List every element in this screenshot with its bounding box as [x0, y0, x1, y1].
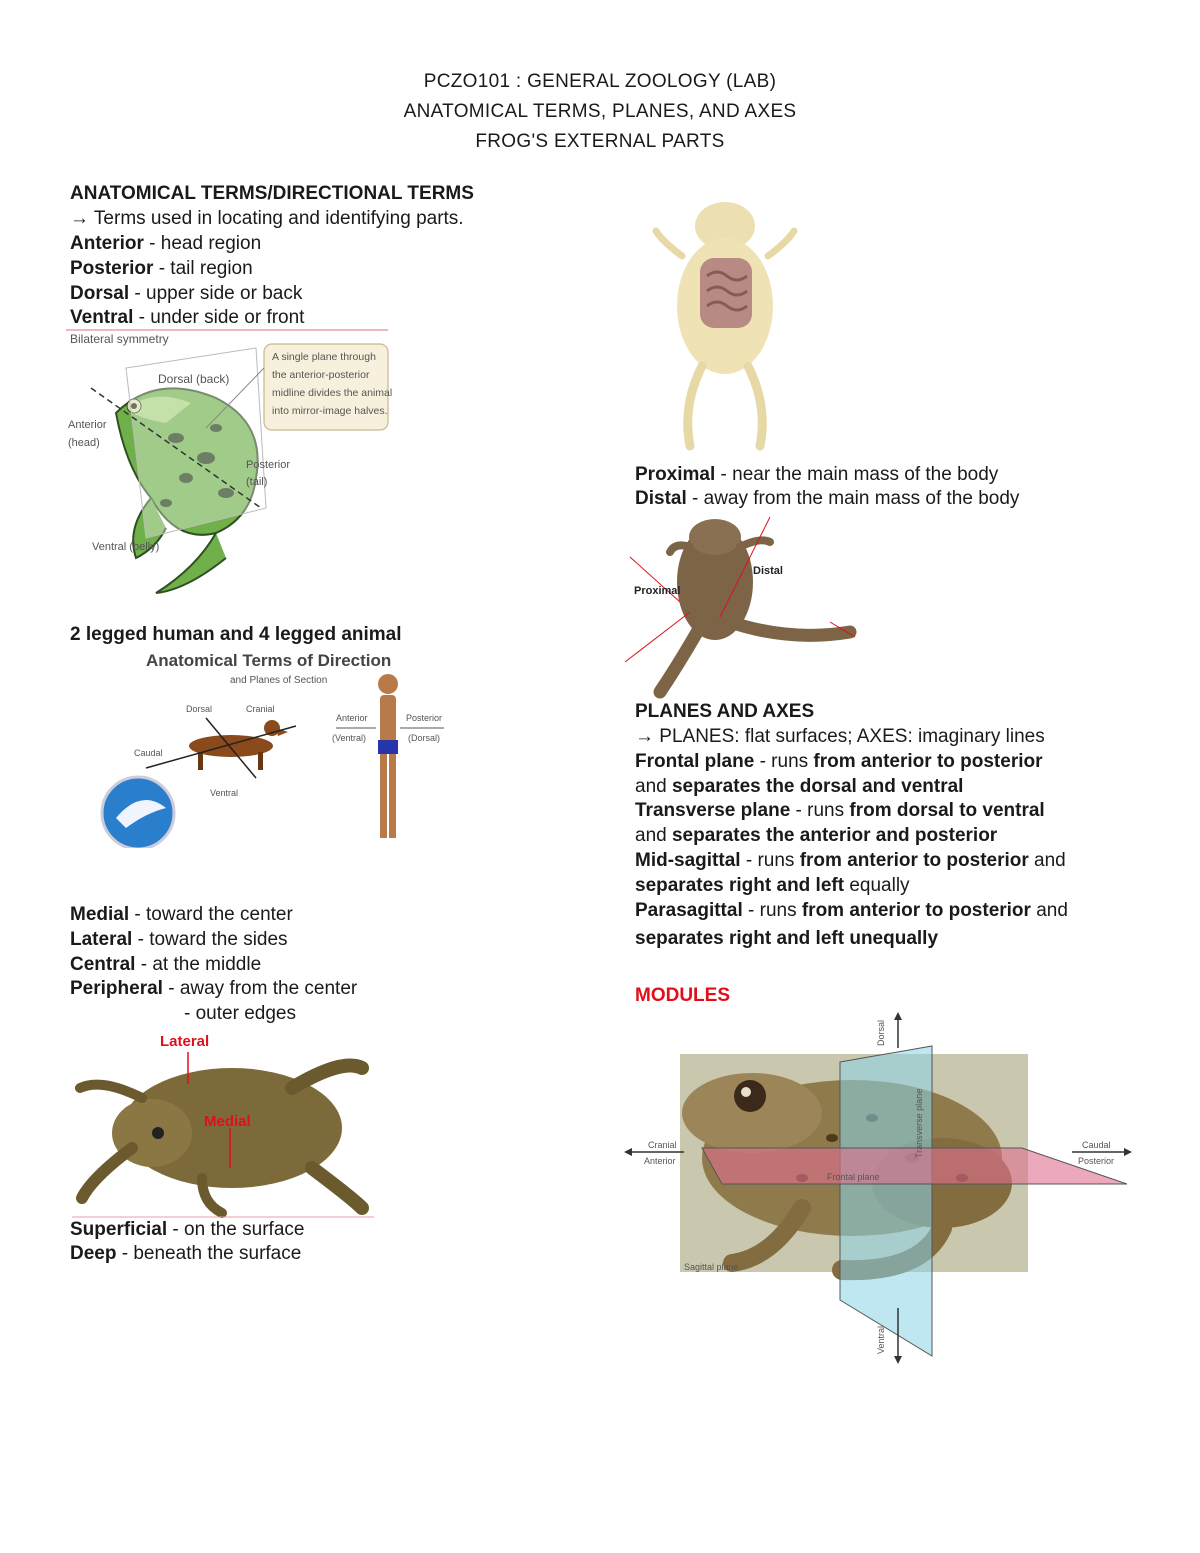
dissected-frog-figure	[652, 196, 798, 454]
label-axis-dorsal: Dorsal	[876, 1019, 886, 1046]
modules-link[interactable]: MODULES	[635, 985, 730, 1006]
term-dorsal: Dorsal - upper side or back	[70, 283, 303, 304]
label-proximal: Proximal	[634, 585, 681, 597]
note-line-1: A single plane through	[272, 351, 376, 363]
planes-of-section-figure	[622, 1008, 1132, 1368]
label-axis-cranial: Cranial	[648, 1140, 677, 1150]
label-axis-ventral: Ventral	[876, 1325, 886, 1354]
label-medial: Medial	[204, 1113, 251, 1130]
frontal-plane-line-1: Frontal plane - runs from anterior to posterior	[635, 751, 1043, 772]
term-distal: Distal - away from the main mass of the body	[635, 488, 1020, 509]
midsagittal-line-1: Mid-sagittal - runs from anterior to posterior and	[635, 850, 1066, 871]
section-title-planes-axes: PLANES AND AXES	[635, 701, 815, 722]
label-transverse-plane: Transverse plane	[914, 1088, 924, 1158]
label-posterior-tail: (tail)	[246, 476, 268, 488]
label-human-ventral: (Ventral)	[332, 733, 367, 743]
term-medial: Medial - toward the center	[70, 904, 293, 925]
label-axis-anterior: Anterior	[644, 1156, 676, 1166]
term-deep: Deep - beneath the surface	[70, 1243, 302, 1264]
term-ventral: Ventral - under side or front	[70, 307, 305, 328]
label-dorsal-back: Dorsal (back)	[158, 372, 230, 386]
section-title-anatomical-terms: ANATOMICAL TERMS/DIRECTIONAL TERMS	[70, 183, 474, 204]
label-anterior-head: (head)	[68, 437, 100, 449]
label-posterior: Posterior	[246, 459, 291, 471]
note-line-4: into mirror-image halves.	[272, 405, 388, 417]
lateral-medial-figure	[72, 1028, 377, 1220]
anatomical-terms-intro: → Terms used in locating and identifying parts.	[70, 208, 464, 229]
direction-figure-subtitle: and Planes of Section	[230, 675, 328, 686]
bilateral-symmetry-figure	[66, 328, 396, 598]
label-dog-caudal: Caudal	[134, 748, 163, 758]
midsagittal-line-2: separates right and left equally	[635, 875, 910, 896]
frontal-plane-line-2: and separates the dorsal and ventral	[635, 776, 964, 797]
label-dog-cranial: Cranial	[246, 704, 275, 714]
term-peripheral: Peripheral - away from the center	[70, 978, 358, 999]
label-human-posterior: Posterior	[406, 713, 443, 723]
term-peripheral-outer-edges: - outer edges	[184, 1003, 296, 1024]
term-proximal: Proximal - near the main mass of the body	[635, 464, 999, 485]
label-anterior: Anterior	[68, 419, 107, 431]
term-central: Central - at the middle	[70, 954, 262, 975]
term-superficial: Superficial - on the surface	[70, 1219, 305, 1240]
label-dog-dorsal: Dorsal	[186, 704, 213, 714]
proximal-distal-figure	[620, 512, 860, 702]
doc-title-course: PCZO101 : GENERAL ZOOLOGY (LAB)	[423, 71, 777, 92]
term-anterior: Anterior - head region	[70, 233, 262, 254]
label-dog-ventral: Ventral	[210, 788, 239, 798]
transverse-plane-line-1: Transverse plane - runs from dorsal to ventral	[635, 800, 1045, 821]
terms-of-direction-figure	[96, 648, 456, 848]
note-line-2: the anterior-posterior	[272, 369, 370, 381]
label-human-dorsal: (Dorsal)	[408, 733, 441, 743]
label-lateral: Lateral	[160, 1033, 210, 1050]
label-ventral-belly: Ventral (belly)	[92, 541, 160, 553]
label-axis-caudal: Caudal	[1082, 1140, 1111, 1150]
label-sagittal-plane: Sagittal plane	[684, 1262, 739, 1272]
direction-figure-title: Anatomical Terms of Direction	[146, 651, 392, 670]
note-line-3: midline divides the animal	[272, 387, 393, 399]
label-human-anterior: Anterior	[336, 713, 368, 723]
bilateral-symmetry-title: Bilateral symmetry	[70, 332, 169, 346]
parasagittal-line-1: Parasagittal - runs from anterior to posterior and	[635, 900, 1068, 921]
doc-title-subtopic: FROG'S EXTERNAL PARTS	[475, 131, 725, 152]
parasagittal-line-2: separates right and left unequally	[635, 928, 939, 949]
label-axis-posterior: Posterior	[1078, 1156, 1115, 1166]
subtitle-legged-comparison: 2 legged human and 4 legged animal	[70, 624, 402, 645]
label-distal: Distal	[753, 565, 783, 577]
term-lateral: Lateral - toward the sides	[70, 929, 288, 950]
doc-title-topic: ANATOMICAL TERMS, PLANES, AND AXES	[403, 101, 797, 122]
planes-axes-intro: → PLANES: flat surfaces; AXES: imaginary lines	[635, 726, 1045, 747]
transverse-plane-line-2: and separates the anterior and posterior	[635, 825, 998, 846]
label-frontal-plane: Frontal plane	[827, 1172, 880, 1182]
term-posterior: Posterior - tail region	[70, 258, 253, 279]
